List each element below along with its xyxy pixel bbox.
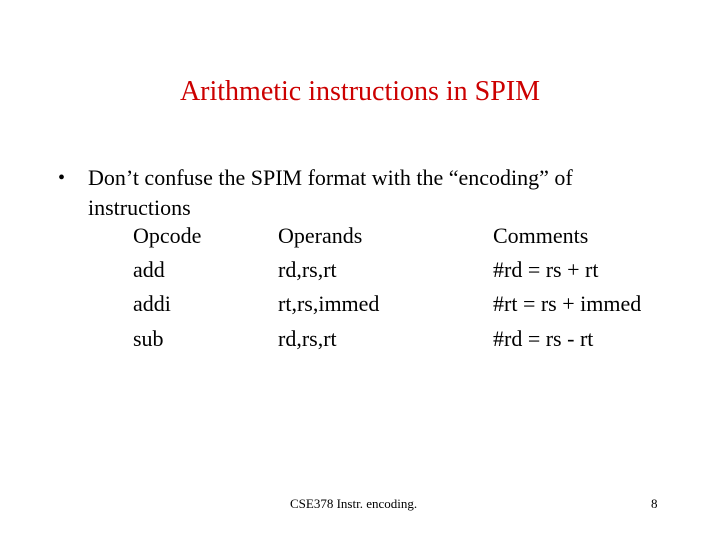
slide-title: Arithmetic instructions in SPIM (179, 76, 541, 107)
operands-cell: rd,rs,rt (278, 257, 337, 282)
table-row (0, 291, 720, 323)
table-row (0, 326, 720, 358)
header-opcode: Opcode (133, 223, 202, 248)
opcode-cell: addi (133, 291, 171, 316)
comment-cell: #rd = rs - rt (493, 326, 594, 351)
header-comments: Comments (493, 223, 589, 248)
header-operands: Operands (278, 223, 363, 248)
table-row (0, 257, 720, 289)
comment-cell: #rt = rs + immed (493, 291, 642, 316)
slide-footer: CSE378 Instr. encoding. (290, 496, 418, 511)
comment-cell: #rd = rs + rt (493, 257, 599, 282)
operands-cell: rt,rs,immed (278, 291, 380, 316)
opcode-cell: add (133, 257, 165, 282)
operands-cell: rd,rs,rt (278, 326, 337, 351)
page-number: 8 (651, 496, 658, 511)
opcode-cell: sub (133, 326, 164, 351)
bullet-icon: • (58, 167, 66, 189)
bullet-text: Don’t confuse the SPIM format with the “encoding” of instructions (88, 165, 573, 220)
table-header-row (0, 223, 720, 255)
